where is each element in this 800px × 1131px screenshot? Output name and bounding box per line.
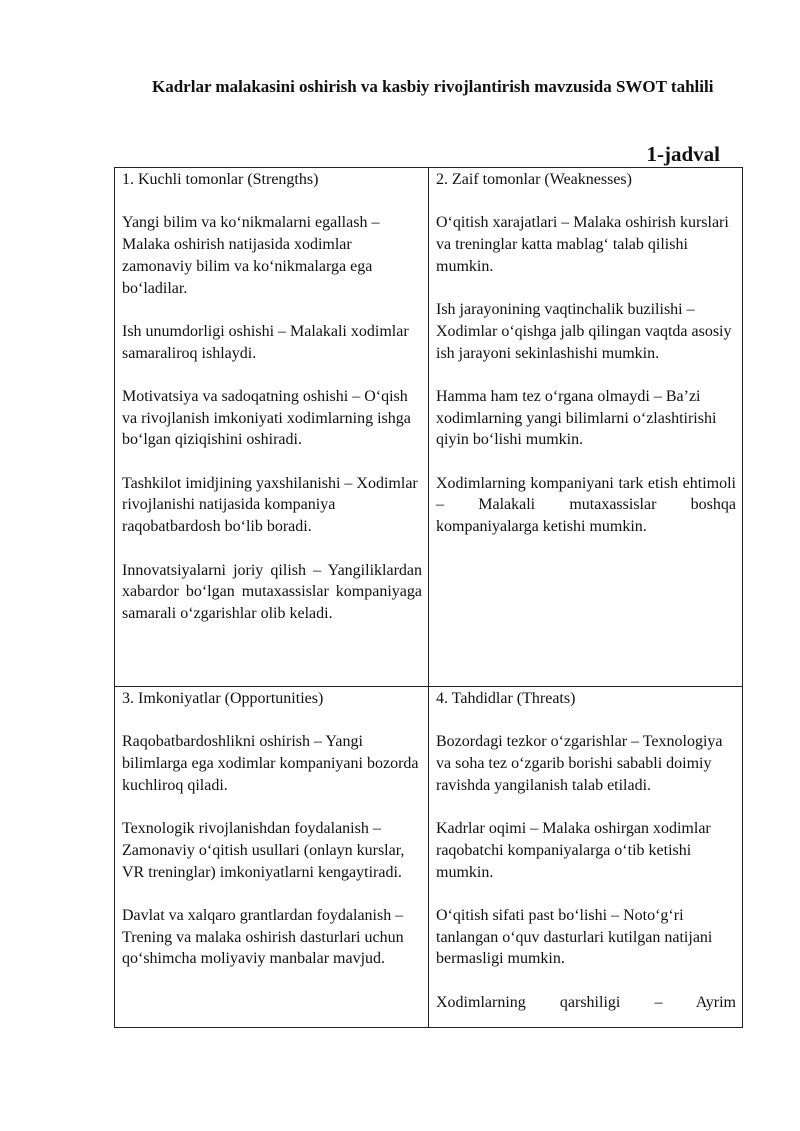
- strengths-heading: 1. Kuchli tomonlar (Strengths): [122, 171, 319, 188]
- strengths-item: Innovatsiyalarni joriy qilish – Yangiliklardan xabardor bo‘lgan mutaxassislar kompaniyaga samarali o‘zgarishlar olib keladi.: [122, 561, 422, 622]
- threats-heading: 4. Tahdidlar (Threats): [436, 690, 576, 707]
- swot-row-bottom: [115, 687, 743, 1028]
- strengths-cell: [115, 168, 429, 687]
- weaknesses-item: Ish jarayonining vaqtinchalik buzilishi – Xodimlar o‘qishga jalb qilingan vaqtda asosiy ish jarayoni sekinlashishi mumkin.: [436, 301, 732, 362]
- threats-item: Kadrlar oqimi – Malaka oshirgan xodimlar raqobatchi kompaniyalarga o‘tib ketishi mumkin.: [436, 820, 711, 881]
- swot-table: [114, 167, 743, 1028]
- weaknesses-item: Hamma ham tez o‘rgana olmaydi – Ba’zi xodimlarning yangi bilimlarni o‘zlashtirishi qiyin bo‘lishi mumkin.: [436, 387, 717, 449]
- threats-item: Xodimlarning qarshiligi – Ayrim: [436, 993, 736, 1011]
- swot-row-top: [115, 168, 743, 687]
- opportunities-item: Texnologik rivojlanishdan foydalanish – Zamonaviy o‘qitish usullari (onlayn kurslar, VR treninglar) imkoniyatlarni kengaytiradi.: [122, 820, 405, 881]
- strengths-item: Motivatsiya va sadoqatning oshishi – O‘qish va rivojlanish imkoniyati xodimlarning ishga bo‘lgan qiziqishini oshiradi.: [122, 387, 411, 449]
- strengths-item: Yangi bilim va ko‘nikmalarni egallash – Malaka oshirish natijasida xodimlar zamonaviy bilim va ko‘nikmalarga ega bo‘ladilar.: [122, 214, 380, 297]
- opportunities-item: Raqobatbardoshlikni oshirish – Yangi bilimlarga ega xodimlar kompaniyani bozorda kuchliroq qiladi.: [122, 733, 419, 794]
- weaknesses-heading: 2. Zaif tomonlar (Weaknesses): [436, 171, 632, 188]
- weaknesses-cell: [429, 168, 743, 687]
- opportunities-cell: [115, 687, 429, 1028]
- threats-item: O‘qitish sifati past bo‘lishi – Noto‘g‘ri tanlangan o‘quv dasturlari kutilgan natijani bermasligi mumkin.: [436, 906, 713, 968]
- threats-item: Bozordagi tezkor o‘zgarishlar – Texnologiya va soha tez o‘zgarib borishi sababli doimiy ravishda yangilanish talab etiladi.: [436, 733, 723, 794]
- threats-cell: [429, 687, 743, 1028]
- document-title: Kadrlar malakasini oshirish va kasbiy rivojlantirish mavzusida SWOT tahlili: [152, 77, 714, 96]
- opportunities-item: Davlat va xalqaro grantlardan foydalanish – Trening va malaka oshirish dasturlari uchun qo‘shimcha moliyaviy manbalar mavjud.: [122, 906, 404, 968]
- strengths-item: Tashkilot imidjining yaxshilanishi – Xodimlar rivojlanishi natijasida kompaniya raqobatbardosh bo‘lib boradi.: [122, 474, 418, 536]
- strengths-item: Ish unumdorligi oshishi – Malakali xodimlar samaraliroq ishlaydi.: [122, 322, 409, 362]
- opportunities-heading: 3. Imkoniyatlar (Opportunities): [122, 690, 324, 707]
- weaknesses-item: O‘qitish xarajatlari – Malaka oshirish kurslari va treninglar katta mablag‘ talab qilishi mumkin.: [436, 214, 729, 275]
- weaknesses-item: Xodimlarning kompaniyani tark etish ehtimoli – Malakali mutaxassislar boshqa kompaniyalarga ketishi mumkin.: [436, 474, 736, 536]
- table-label: 1-jadval: [646, 142, 720, 166]
